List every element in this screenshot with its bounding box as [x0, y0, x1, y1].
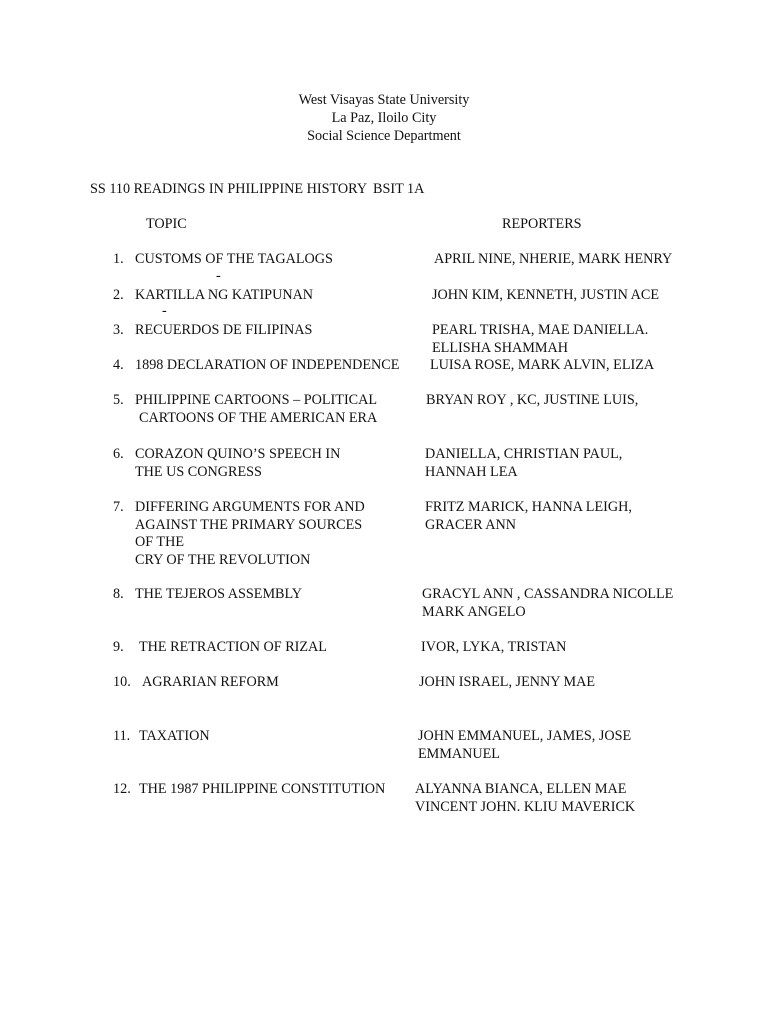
- item-reporters: APRIL NINE, NHERIE, MARK HENRY: [434, 251, 673, 267]
- item-number: 4.: [113, 357, 124, 373]
- item-reporters: EMMANUEL: [418, 745, 500, 762]
- item-topic: THE TEJEROS ASSEMBLY: [135, 586, 303, 602]
- item-number: 2.: [113, 287, 124, 303]
- university-name: West Visayas State University: [298, 92, 470, 108]
- item-reporters: GRACER ANN: [425, 516, 517, 533]
- item-number: 9.: [113, 639, 124, 655]
- reporters-column-header: REPORTERS: [502, 216, 582, 232]
- item-topic: PHILIPPINE CARTOONS – POLITICAL: [135, 392, 378, 408]
- item-topic: THE RETRACTION OF RIZAL: [139, 639, 327, 655]
- item-number: 6.: [113, 446, 124, 462]
- item-topic: DIFFERING ARGUMENTS FOR AND: [135, 499, 365, 515]
- item-reporters: FRITZ MARICK, HANNA LEIGH,: [425, 499, 632, 515]
- item-reporters: VINCENT JOHN. KLIU MAVERICK: [415, 798, 636, 815]
- item-reporters: MARK ANGELO: [422, 603, 526, 620]
- item-reporters: HANNAH LEA: [425, 463, 518, 480]
- university-location: La Paz, Iloilo City: [331, 110, 437, 126]
- item-topic: 1898 DECLARATION OF INDEPENDENCE: [135, 357, 400, 373]
- item-topic: TAXATION: [139, 728, 210, 744]
- item-number: 1.: [113, 251, 124, 267]
- item-reporters: DANIELLA, CHRISTIAN PAUL,: [425, 446, 623, 462]
- item-topic: THE 1987 PHILIPPINE CONSTITUTION: [139, 781, 386, 797]
- item-topic: KARTILLA NG KATIPUNAN: [135, 287, 314, 303]
- item-topic: AGRARIAN REFORM: [142, 674, 279, 690]
- item-reporters: JOHN EMMANUEL, JAMES, JOSE: [418, 728, 632, 744]
- item-number: 12.: [113, 781, 131, 797]
- item-topic: OF THE: [135, 534, 185, 551]
- item-topic: AGAINST THE PRIMARY SOURCES: [135, 516, 363, 533]
- item-number: 11.: [113, 728, 131, 744]
- item-topic: CRY OF THE REVOLUTION: [135, 551, 311, 568]
- topic-column-header: TOPIC: [146, 216, 187, 232]
- item-reporters: LUISA ROSE, MARK ALVIN, ELIZA: [430, 357, 655, 373]
- item-number: 5.: [113, 392, 124, 408]
- item-number: 7.: [113, 499, 124, 515]
- item-number: 3.: [113, 322, 124, 338]
- item-reporters: JOHN ISRAEL, JENNY MAE: [419, 674, 596, 690]
- item-reporters: JOHN KIM, KENNETH, JUSTIN ACE: [432, 287, 659, 303]
- item-topic: CARTOONS OF THE AMERICAN ERA: [139, 409, 378, 426]
- item-reporters: ELLISHA SHAMMAH: [432, 339, 568, 356]
- item-topic: CUSTOMS OF THE TAGALOGS: [135, 251, 333, 267]
- course-title: SS 110 READINGS IN PHILIPPINE HISTORY: [90, 181, 368, 197]
- item-number: 10.: [113, 674, 131, 690]
- item-reporters: PEARL TRISHA, MAE DANIELLA.: [432, 322, 649, 338]
- course-section: BSIT 1A: [373, 181, 425, 197]
- item-reporters: ALYANNA BIANCA, ELLEN MAE: [415, 781, 627, 797]
- item-reporters: BRYAN ROY , KC, JUSTINE LUIS,: [426, 392, 639, 408]
- item-topic: THE US CONGRESS: [135, 463, 262, 480]
- dash-mark: -: [216, 268, 221, 284]
- item-reporters: GRACYL ANN , CASSANDRA NICOLLE: [422, 586, 674, 602]
- item-topic: RECUERDOS DE FILIPINAS: [135, 322, 313, 338]
- department-name: Social Science Department: [307, 128, 461, 144]
- item-reporters: IVOR, LYKA, TRISTAN: [421, 639, 567, 655]
- dash-mark: -: [162, 303, 167, 319]
- item-topic: CORAZON QUINO’S SPEECH IN: [135, 446, 341, 462]
- item-number: 8.: [113, 586, 124, 602]
